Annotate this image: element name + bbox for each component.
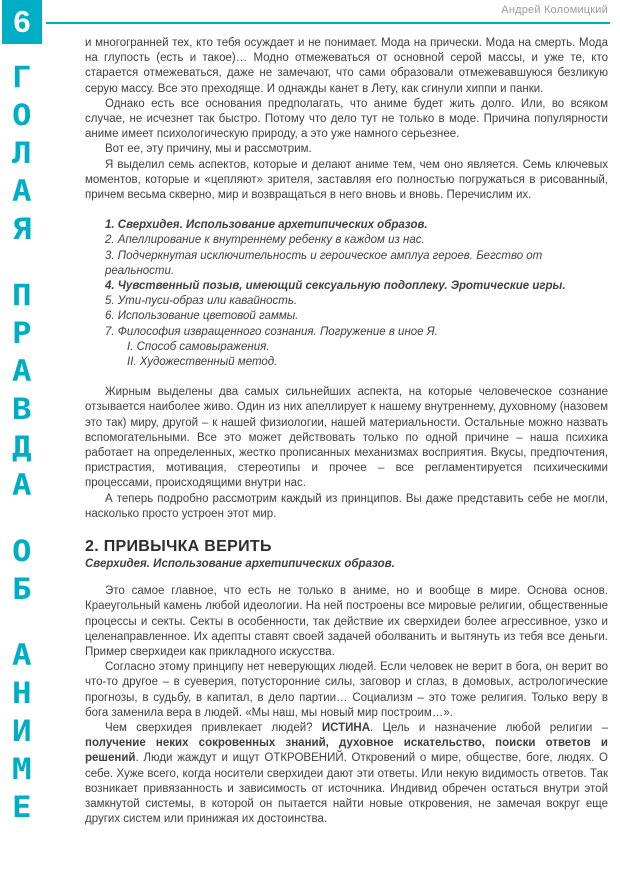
sidebar-letter: Н	[12, 676, 32, 710]
sidebar-word	[13, 58, 30, 248]
sidebar-letter: О	[12, 98, 32, 132]
sidebar-letter: Я	[12, 212, 32, 246]
sidebar-word	[13, 532, 30, 608]
list-item: 1. Сверхидея. Использование архетипических образов.	[105, 219, 428, 232]
list-item: 2. Апеллирование к внутреннему ребенку в каждом из нас.	[105, 234, 425, 247]
sidebar-letter: Г	[12, 60, 32, 94]
paragraph: А теперь подробно рассмотрим каждый из принципов. Вы даже представить себе не могли, насколько просто устроен этот мир.	[85, 492, 608, 520]
list-subitem: II. Художественный метод.	[127, 356, 278, 369]
spacer	[85, 203, 608, 218]
section-heading: 2. ПРИВЫЧКА ВЕРИТЬ	[85, 538, 272, 556]
spacer	[85, 370, 608, 385]
sidebar-letter: И	[12, 714, 32, 748]
sidebar-letter: О	[12, 534, 32, 568]
sidebar-letter: Б	[12, 572, 32, 606]
list-item: 3. Подчеркнутая исключительность и героическое амплуа героев. Бегство от реальности.	[105, 249, 543, 277]
sidebar-vertical-title	[2, 58, 42, 854]
list-item: 7. Философия извращенного сознания. Погружение в иное Я.	[105, 325, 438, 338]
list-item: 4. Чувственный позыв, имеющий сексуальную подоплеку. Эротические игры.	[105, 280, 566, 293]
paragraph: Вот ее, эту причину, мы и рассмотрим.	[105, 143, 312, 156]
paragraph: Жирным выделены два самых сильнейших аспекта, на которые человеческое сознание отзывается наиболее живо. Один из них апеллирует к нашему внутреннему, духовному (назовем это так) миру, другой – к нашей физиологии, нашей материальности. Остальные можно назвать вспомогательными. Все это может действовать только по одной причине – наша психика работает на определенных, жестко прописанных механизмах восприятия. Вкусы, предпочтения, пристрастия, мотивация, стереотипы и прочее – все регламентируется психическими процессами, происходящими внутри нас.	[85, 386, 608, 490]
header-rule	[46, 22, 610, 24]
sidebar-letter: А	[12, 354, 32, 388]
sidebar-letter: Л	[12, 136, 32, 170]
paragraph: Согласно этому принципу нет неверующих людей. Если человек не верит в бога, он верит во что-то другое – в суеверия, потусторонние силы, заговор и сглаз, в домовых, астрологические прогнозы, в судьбу, в капитал, в дело партии… Социализм – это тоже религия. Только веру в бога заменила вера в людей. «Мы наш, мы новый мир построим…».	[85, 661, 608, 719]
paragraph: Я выделил семь аспектов, которые и делают аниме тем, чем оно является. Семь ключевых моментов, которые и «цепляют» зрителя, заставляя его полностью погружаться в рисованный, причем весьма скверно, мир и возвращаться в него вновь и вновь. Перечислим их.	[85, 158, 608, 202]
body-text-column	[85, 36, 608, 891]
paragraph: и многогранней тех, кто тебя осуждает и не понимает. Мода на прически. Мода на смерть. Мода на глупость (есть и такое)… Модно отмежеваться от основной серой массы, и уже те, кто старается отмежеваться, даже не замечают, что сами образовали отмежевавшуюся безликую серую массу. Все это преходяще. И однажды канет в Лету, как сгинули хиппи и панки.	[85, 37, 608, 95]
paragraph: Однако есть все основания предполагать, что аниме будет жить долго. Или, во всяком случае, не исчезнет так быстро. Потому что дело тут не только в моде. Причина популярности аниме имеет психологическую природу, а это уже намного серьезнее.	[85, 97, 608, 141]
section-subtitle: Сверхидея. Использование архетипических образов.	[85, 558, 395, 571]
sidebar-word	[13, 276, 30, 504]
list-item: 5. Ути-пуси-образ или кавайность.	[105, 295, 298, 308]
sidebar-letter: Е	[12, 790, 32, 824]
list-item: 6. Использование цветовой гаммы.	[105, 310, 299, 323]
header-author: Андрей Коломицкий	[501, 4, 608, 16]
sidebar-letter: П	[12, 278, 32, 312]
sidebar-word	[13, 636, 30, 826]
list-subitem: I. Способ самовыражения.	[127, 340, 270, 353]
page-number-badge: 6	[2, 0, 42, 44]
sidebar-letter: Р	[12, 316, 32, 350]
paragraph: Чем сверхидея привлекает людей? ИСТИНА. Цель и назначение любой религии – получение неких сокровенных знаний, духовное искательство, поиски ответов и решений. Люди жаждут и ищут ОТКРОВЕНИЙ. Откровений о мире, обществе, боге, людях. О себе. Хуже всего, когда носители сверхидеи дают эти ответы. Или некую видимость ответов. Так возникает привязанность и зависимость от источника. Индивид обречен остаться внутри этой замкнутой системы, в которой он пытается найти новые откровения, не замечая вокруг еще других систем или принижая их достоинства.	[85, 721, 608, 826]
sidebar-letter: А	[12, 638, 32, 672]
sidebar-letter: М	[12, 752, 32, 786]
paragraph: Это самое главное, что есть не только в аниме, но и вообще в мире. Основа основ. Краеугольный камень любой идеологии. На ней построены все мировые религии, общественные процессы и секты. Секты в особенности, так действие их сверхидеи более агрессивное, узко и целенаправленное. Их адепты ставят своей задачей оболванить и вытянуть из тебя все деньги. Пример сверхидеи как прикладного искусства.	[85, 585, 608, 658]
sidebar-letter: Д	[12, 430, 32, 464]
sidebar-letter: А	[12, 174, 32, 208]
sidebar-letter: А	[12, 468, 32, 502]
sidebar-letter: В	[12, 392, 32, 426]
